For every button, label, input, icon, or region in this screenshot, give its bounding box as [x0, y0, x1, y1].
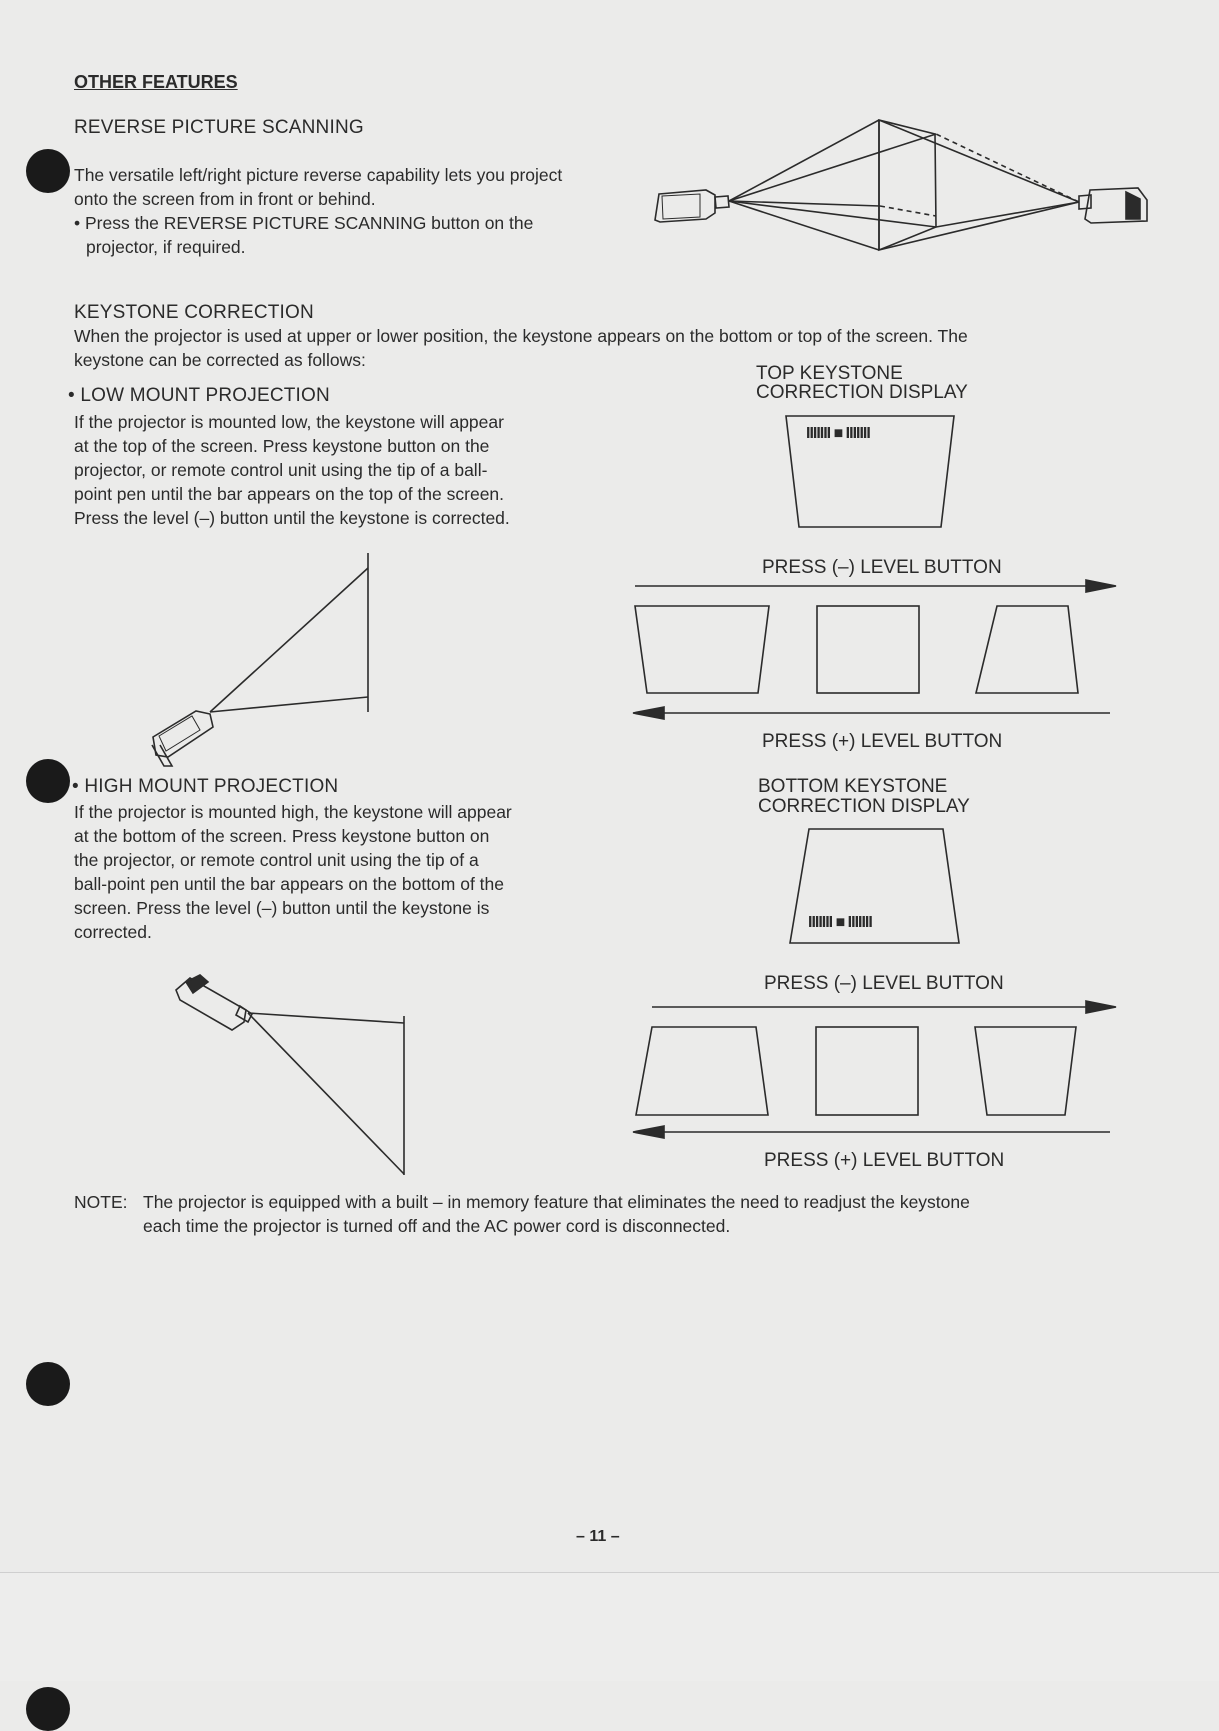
reverse-line-1: The versatile left/right picture reverse capability lets you project: [74, 165, 563, 185]
reverse-line-2: onto the screen from in front or behind.: [74, 189, 376, 209]
low-mount-line-2: at the top of the screen. Press keystone button on the: [74, 436, 490, 456]
low-mount-line-1: If the projector is mounted low, the keystone will appear: [74, 412, 504, 432]
bottom-display-caption-1: BOTTOM KEYSTONE: [758, 776, 948, 797]
top-display-caption-1: TOP KEYSTONE: [756, 363, 903, 384]
note-line-2: each time the projector is turned off and the AC power cord is disconnected.: [143, 1216, 731, 1236]
top-press-plus-label: PRESS (+) LEVEL BUTTON: [762, 731, 1003, 752]
top-display-caption-2: CORRECTION DISPLAY: [756, 382, 968, 403]
note-line-1: The projector is equipped with a built – in memory feature that eliminates the need to readjust the keystone: [143, 1192, 970, 1212]
low-mount-line-5: Press the level (–) button until the keystone is corrected.: [74, 508, 510, 528]
reverse-line-4: projector, if required.: [86, 237, 246, 257]
high-mount-line-1: If the projector is mounted high, the keystone will appear: [74, 802, 512, 822]
bottom-press-minus-label: PRESS (–) LEVEL BUTTON: [764, 973, 1004, 994]
top-display-bar: IIIIIII ■ IIIIIII: [806, 425, 870, 442]
reverse-line-3: • Press the REVERSE PICTURE SCANNING button on the: [74, 213, 534, 233]
top-press-minus-label: PRESS (–) LEVEL BUTTON: [762, 557, 1002, 578]
bottom-display-caption-2: CORRECTION DISPLAY: [758, 796, 970, 817]
keystone-intro-line-2: keystone can be corrected as follows:: [74, 350, 366, 370]
high-mount-line-2: at the bottom of the screen. Press keystone button on: [74, 826, 490, 846]
binder-hole-bottom: [26, 1687, 70, 1731]
page-heading: OTHER FEATURES: [74, 72, 238, 92]
page-number: – 11 –: [576, 1528, 620, 1545]
high-mount-line-4: ball-point pen until the bar appears on the bottom of the: [74, 874, 505, 894]
page-bottom-edge: [0, 1572, 1219, 1681]
high-mount-title: • HIGH MOUNT PROJECTION: [72, 776, 339, 797]
reverse-title: REVERSE PICTURE SCANNING: [74, 117, 364, 138]
high-mount-line-5: screen. Press the level (–) button until the keystone is: [74, 898, 490, 918]
low-mount-line-4: point pen until the bar appears on the top of the screen.: [74, 484, 505, 504]
note-label: NOTE:: [74, 1192, 128, 1212]
low-mount-title: • LOW MOUNT PROJECTION: [68, 385, 330, 406]
low-mount-line-3: projector, or remote control unit using the tip of a ball-: [74, 460, 488, 480]
keystone-intro-line-1: When the projector is used at upper or lower position, the keystone appears on the bottom or top of the screen. The: [74, 326, 968, 346]
bottom-display-bar: IIIIIII ■ IIIIIII: [808, 914, 872, 931]
high-mount-line-3: the projector, or remote control unit using the tip of a: [74, 850, 479, 870]
high-mount-line-6: corrected.: [74, 922, 152, 942]
bottom-press-plus-label: PRESS (+) LEVEL BUTTON: [764, 1150, 1005, 1171]
keystone-title: KEYSTONE CORRECTION: [74, 302, 314, 323]
